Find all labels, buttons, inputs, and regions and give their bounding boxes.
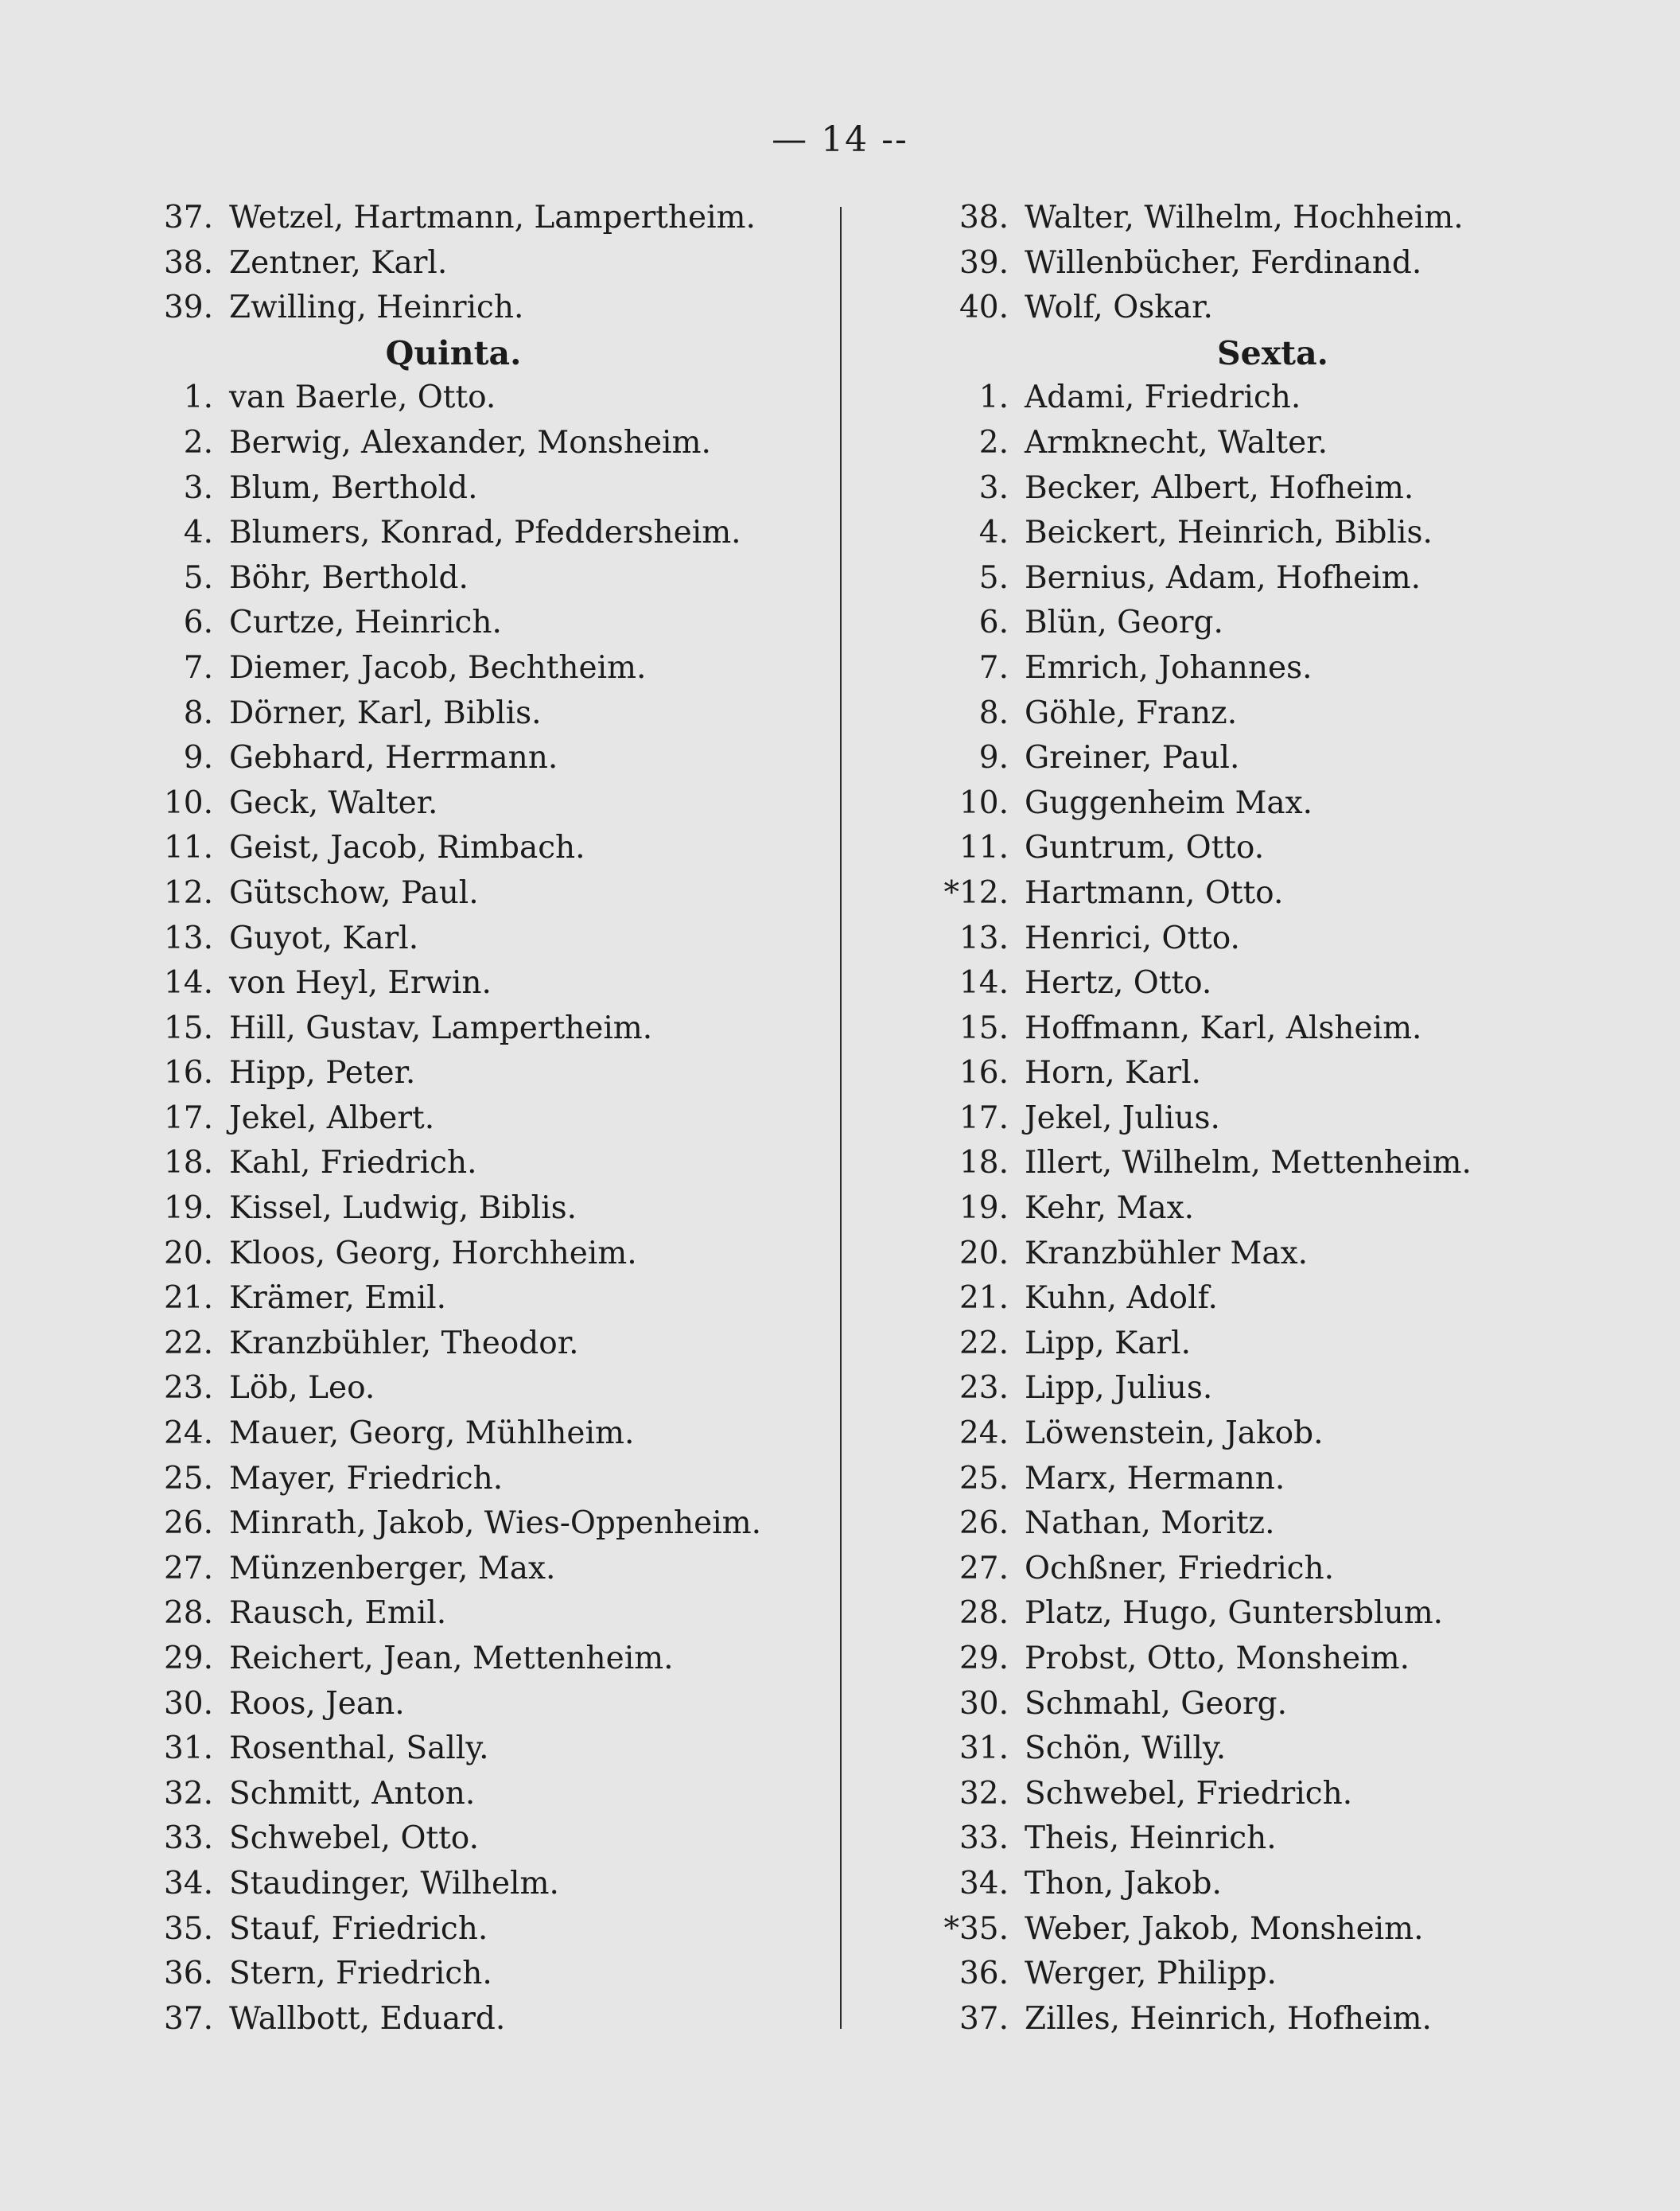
entry-number: 18. (163, 1145, 213, 1181)
list-item (923, 196, 1623, 241)
entry-name: Reichert, Jean, Mettenheim. (229, 1641, 674, 1676)
entry-name: Bernius, Adam, Hofheim. (1025, 559, 1421, 596)
entry-name: Wetzel, Hartmann, Lampertheim. (229, 200, 756, 236)
list-item (923, 1591, 1623, 1637)
entry-name: Henrici, Otto. (1025, 920, 1240, 956)
list-item (127, 1637, 827, 1682)
entry-number: 35. (163, 1910, 213, 1947)
entry-name: Rosenthal, Sally. (229, 1730, 489, 1767)
entry-name: Schön, Willy. (1025, 1730, 1227, 1767)
list-item (127, 421, 827, 466)
entry-name: Hipp, Peter. (229, 1055, 416, 1092)
entry-name: Krämer, Emil. (229, 1280, 447, 1317)
entry-name: Lipp, Karl. (1025, 1325, 1191, 1361)
list-item (923, 1366, 1623, 1411)
list-item (127, 511, 827, 556)
list-item (127, 1682, 827, 1727)
entry-name: Illert, Wilhelm, Mettenheim. (1025, 1145, 1472, 1181)
entry-number: 3. (978, 469, 1009, 506)
list-item (127, 1726, 827, 1772)
entry-number: 7. (183, 649, 213, 686)
entry-name: Theis, Heinrich. (1025, 1820, 1277, 1857)
entry-name: van Baerle, Otto. (229, 380, 496, 416)
entry-number: 31. (163, 1730, 213, 1767)
entry-name: Hill, Gustav, Lampertheim. (229, 1010, 653, 1046)
list-item (127, 376, 827, 421)
entry-name: Probst, Otto, Monsheim. (1025, 1641, 1410, 1676)
entry-number: 32. (163, 1775, 213, 1812)
entry-number: *35. (943, 1910, 1009, 1947)
entry-name: Willenbücher, Ferdinand. (1025, 244, 1422, 281)
entry-number: 28. (959, 1595, 1009, 1632)
entry-name: Blum, Berthold. (229, 469, 478, 506)
list-item (127, 1457, 827, 1502)
list-item (127, 1997, 827, 2042)
entry-number: 37. (959, 2000, 1009, 2037)
list-item (127, 736, 827, 781)
entry-name: Berwig, Alexander, Monsheim. (229, 424, 711, 461)
entry-name: Minrath, Jakob, Wies-Oppenheim. (229, 1505, 762, 1542)
entry-number: 25. (163, 1460, 213, 1497)
list-item (923, 1637, 1623, 1682)
entry-number: 39. (959, 244, 1009, 281)
list-item (923, 241, 1623, 286)
entry-number: 20. (959, 1235, 1009, 1271)
entry-name: Becker, Albert, Hofheim. (1025, 469, 1414, 506)
entry-number: 6. (978, 605, 1009, 641)
entry-number: 14. (959, 965, 1009, 1002)
right-column (923, 196, 1623, 2042)
entry-name: Mayer, Friedrich. (229, 1460, 504, 1497)
entry-name: Blün, Georg. (1025, 605, 1223, 641)
entry-name: Jekel, Albert. (229, 1100, 435, 1136)
class-heading: Sexta. (1217, 333, 1328, 372)
class-heading: Quinta. (385, 333, 522, 372)
list-item (923, 466, 1623, 512)
entry-name: Thon, Jakob. (1025, 1865, 1222, 1902)
entry-number: 8. (978, 695, 1009, 731)
entry-number: 13. (163, 920, 213, 956)
entry-number: 24. (959, 1415, 1009, 1452)
list-item (127, 241, 827, 286)
list-item (127, 781, 827, 827)
entry-name: Lipp, Julius. (1025, 1370, 1213, 1407)
left-column (127, 196, 827, 2042)
list-item (923, 871, 1623, 917)
entry-number: 39. (163, 290, 213, 326)
entry-number: 36. (959, 1956, 1009, 1992)
entry-number: 20. (163, 1235, 213, 1271)
entry-name: Walter, Wilhelm, Hochheim. (1025, 200, 1464, 236)
list-item (127, 1276, 827, 1322)
list-item (923, 376, 1623, 421)
list-item (923, 1141, 1623, 1186)
list-item (127, 1501, 827, 1547)
entry-number: 16. (163, 1055, 213, 1092)
entry-number: 23. (163, 1370, 213, 1407)
entry-number: 29. (959, 1641, 1009, 1676)
entry-name: Kranzbühler, Theodor. (229, 1325, 579, 1361)
list-item (923, 736, 1623, 781)
list-item (923, 1186, 1623, 1232)
entry-number: 26. (959, 1505, 1009, 1542)
entry-number: 14. (163, 965, 213, 1002)
entry-name: Münzenberger, Max. (229, 1550, 556, 1586)
list-item (923, 1232, 1623, 1277)
list-item (127, 1232, 827, 1277)
entry-number: 15. (959, 1010, 1009, 1046)
entry-number: 21. (959, 1280, 1009, 1317)
entry-name: Zentner, Karl. (229, 244, 448, 281)
entry-number: 22. (959, 1325, 1009, 1361)
list-item (923, 1907, 1623, 1952)
list-item (127, 466, 827, 512)
entry-name: Schmahl, Georg. (1025, 1685, 1288, 1722)
list-item (923, 1411, 1623, 1457)
list-item (923, 961, 1623, 1006)
entry-name: Gütschow, Paul. (229, 874, 479, 911)
entry-name: Jekel, Julius. (1025, 1100, 1220, 1136)
list-item (923, 1322, 1623, 1367)
list-item (923, 511, 1623, 556)
entry-name: Kissel, Ludwig, Biblis. (229, 1190, 578, 1227)
list-item (923, 1997, 1623, 2042)
list-item (127, 1907, 827, 1952)
entry-number: 33. (959, 1820, 1009, 1857)
entry-number: 19. (959, 1190, 1009, 1227)
list-item (923, 1006, 1623, 1052)
list-item (923, 421, 1623, 466)
entry-number: 9. (978, 740, 1009, 777)
entry-number: 12. (163, 874, 213, 911)
entry-name: Mauer, Georg, Mühlheim. (229, 1415, 635, 1452)
entry-number: 9. (183, 740, 213, 777)
entry-number: 5. (183, 559, 213, 596)
entry-number: 27. (959, 1550, 1009, 1586)
list-item (923, 1457, 1623, 1502)
entry-number: *12. (943, 874, 1009, 911)
entry-number: 24. (163, 1415, 213, 1452)
list-item (923, 646, 1623, 691)
list-item (923, 1276, 1623, 1322)
list-item (127, 691, 827, 737)
entry-name: Guyot, Karl. (229, 920, 419, 956)
entry-name: Roos, Jean. (229, 1685, 405, 1722)
entry-name: Dörner, Karl, Biblis. (229, 695, 542, 731)
entry-number: 4. (183, 515, 213, 551)
entry-number: 13. (959, 920, 1009, 956)
entry-number: 3. (183, 469, 213, 506)
entry-name: Adami, Friedrich. (1025, 380, 1301, 416)
entry-name: Rausch, Emil. (229, 1595, 447, 1632)
list-item (127, 917, 827, 962)
entry-name: Kuhn, Adolf. (1025, 1280, 1218, 1317)
entry-number: 40. (959, 290, 1009, 326)
list-item (127, 646, 827, 691)
entry-number: 11. (163, 830, 213, 866)
entry-number: 2. (183, 424, 213, 461)
entry-number: 37. (163, 200, 213, 236)
list-item (923, 691, 1623, 737)
entry-name: Staudinger, Wilhelm. (229, 1865, 559, 1902)
entry-number: 21. (163, 1280, 213, 1317)
entry-name: Guntrum, Otto. (1025, 830, 1265, 866)
entry-name: Kranzbühler Max. (1025, 1235, 1309, 1271)
entry-number: 17. (959, 1100, 1009, 1136)
entry-number: 38. (959, 200, 1009, 236)
list-item (923, 601, 1623, 646)
entry-number: 36. (163, 1956, 213, 1992)
entry-name: Geck, Walter. (229, 784, 438, 821)
entry-number: 31. (959, 1730, 1009, 1767)
entry-number: 17. (163, 1100, 213, 1136)
entry-name: Ochßner, Friedrich. (1025, 1550, 1335, 1586)
list-item (127, 1547, 827, 1592)
page-number: — 14 -- (772, 119, 908, 160)
list-item (127, 1862, 827, 1907)
entry-number: 16. (959, 1055, 1009, 1092)
entry-name: Platz, Hugo, Guntersblum. (1025, 1595, 1444, 1632)
list-item (923, 556, 1623, 601)
entry-name: Diemer, Jacob, Bechtheim. (229, 649, 647, 686)
list-item (923, 1862, 1623, 1907)
entry-number: 22. (163, 1325, 213, 1361)
list-item (127, 1186, 827, 1232)
entry-name: Nathan, Moritz. (1025, 1505, 1275, 1542)
list-item (127, 1952, 827, 1997)
entry-name: Böhr, Berthold. (229, 559, 469, 596)
entry-number: 10. (163, 784, 213, 821)
list-item (127, 1591, 827, 1637)
entry-name: Zilles, Heinrich, Hofheim. (1025, 2000, 1432, 2037)
entry-number: 6. (183, 605, 213, 641)
column-divider (840, 207, 842, 2029)
entry-name: Beickert, Heinrich, Biblis. (1025, 515, 1433, 551)
list-item (127, 871, 827, 917)
entry-name: Kloos, Georg, Horchheim. (229, 1235, 637, 1271)
list-item (127, 601, 827, 646)
list-item (923, 1952, 1623, 1997)
list-item (923, 1726, 1623, 1772)
entry-name: Marx, Hermann. (1025, 1460, 1285, 1497)
list-item (923, 1051, 1623, 1096)
entry-name: Schwebel, Otto. (229, 1820, 479, 1857)
entry-name: Geist, Jacob, Rimbach. (229, 830, 585, 866)
entry-number: 8. (183, 695, 213, 731)
list-item (127, 1411, 827, 1457)
entry-name: Löb, Leo. (229, 1370, 375, 1407)
entry-number: 1. (978, 380, 1009, 416)
entry-name: Wallbott, Eduard. (229, 2000, 506, 2037)
entry-number: 34. (163, 1865, 213, 1902)
entry-name: Zwilling, Heinrich. (229, 290, 524, 326)
entry-number: 10. (959, 784, 1009, 821)
entry-name: Hertz, Otto. (1025, 965, 1212, 1002)
entry-name: Stauf, Friedrich. (229, 1910, 488, 1947)
entry-number: 19. (163, 1190, 213, 1227)
entry-name: Kehr, Max. (1025, 1190, 1195, 1227)
entry-number: 27. (163, 1550, 213, 1586)
entry-number: 34. (959, 1865, 1009, 1902)
list-item (923, 1772, 1623, 1817)
entry-name: Hoffmann, Karl, Alsheim. (1025, 1010, 1422, 1046)
entry-name: Löwenstein, Jakob. (1025, 1415, 1324, 1452)
list-item (127, 286, 827, 331)
entry-name: Werger, Philipp. (1025, 1956, 1277, 1992)
entry-name: Schwebel, Friedrich. (1025, 1775, 1353, 1812)
entry-name: Stern, Friedrich. (229, 1956, 492, 1992)
entry-number: 23. (959, 1370, 1009, 1407)
entry-name: Kahl, Friedrich. (229, 1145, 477, 1181)
entry-name: Gebhard, Herrmann. (229, 740, 558, 777)
entry-number: 18. (959, 1145, 1009, 1181)
entry-number: 30. (959, 1685, 1009, 1722)
entry-number: 25. (959, 1460, 1009, 1497)
list-item (127, 1141, 827, 1186)
entry-name: Armknecht, Walter. (1025, 424, 1328, 461)
entry-number: 15. (163, 1010, 213, 1046)
entry-number: 33. (163, 1820, 213, 1857)
entry-name: Curtze, Heinrich. (229, 605, 502, 641)
list-item (923, 781, 1623, 827)
entry-name: Horn, Karl. (1025, 1055, 1201, 1092)
entry-name: Hartmann, Otto. (1025, 874, 1284, 911)
list-item (127, 1051, 827, 1096)
list-item (127, 1816, 827, 1862)
entry-name: Blumers, Konrad, Pfeddersheim. (229, 515, 741, 551)
entry-number: 11. (959, 830, 1009, 866)
entry-number: 38. (163, 244, 213, 281)
entry-number: 4. (978, 515, 1009, 551)
entry-name: Schmitt, Anton. (229, 1775, 476, 1812)
entry-number: 30. (163, 1685, 213, 1722)
list-item (127, 1322, 827, 1367)
list-item (127, 826, 827, 871)
list-item (923, 1682, 1623, 1727)
entry-name: Greiner, Paul. (1025, 740, 1240, 777)
entry-name: Göhle, Franz. (1025, 695, 1238, 731)
entry-name: Wolf, Oskar. (1025, 290, 1213, 326)
list-item (127, 556, 827, 601)
list-item (127, 1006, 827, 1052)
list-item (923, 1096, 1623, 1142)
entry-number: 28. (163, 1595, 213, 1632)
list-item (923, 826, 1623, 871)
entry-number: 7. (978, 649, 1009, 686)
entry-number: 1. (183, 380, 213, 416)
list-item (127, 1772, 827, 1817)
list-item (127, 1096, 827, 1142)
list-item (923, 1547, 1623, 1592)
entry-number: 5. (978, 559, 1009, 596)
entry-name: Weber, Jakob, Monsheim. (1025, 1910, 1424, 1947)
list-item (923, 286, 1623, 331)
list-item (923, 1816, 1623, 1862)
entry-name: von Heyl, Erwin. (229, 965, 492, 1002)
entry-name: Guggenheim Max. (1025, 784, 1313, 821)
entry-number: 37. (163, 2000, 213, 2037)
entry-number: 26. (163, 1505, 213, 1542)
entry-name: Emrich, Johannes. (1025, 649, 1312, 686)
list-item (127, 961, 827, 1006)
list-item (923, 917, 1623, 962)
entry-number: 32. (959, 1775, 1009, 1812)
list-item (923, 1501, 1623, 1547)
list-item (127, 196, 827, 241)
entry-number: 2. (978, 424, 1009, 461)
list-item (127, 1366, 827, 1411)
entry-number: 29. (163, 1641, 213, 1676)
